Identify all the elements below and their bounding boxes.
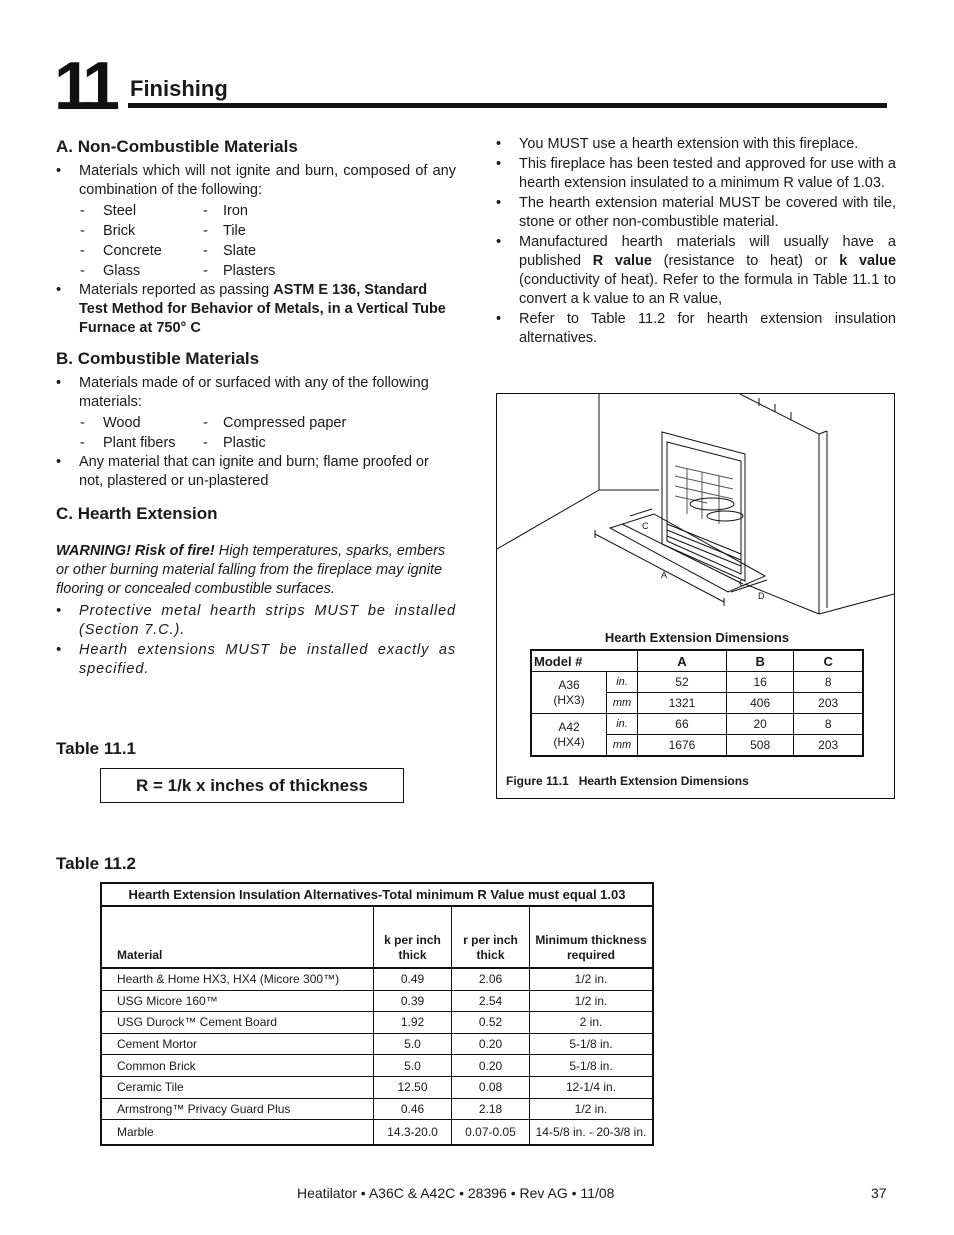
col-k: k per inch thick	[374, 906, 452, 968]
section-a-intro: • Materials which will not ignite and burn, composed of any combination of the following:	[56, 162, 456, 200]
formula-box: R = 1/k x inches of thickness	[100, 768, 404, 803]
insulation-table	[100, 882, 654, 1146]
insulation-table-title: Hearth Extension Insulation Alternatives-Total minimum R Value must equal 1.03	[101, 883, 653, 906]
model-cell: A36 (HX3)	[531, 672, 607, 714]
hearth-install-bullet: • Hearth extensions MUST be installed exactly as specified.	[56, 641, 456, 679]
table-11-2-label: Table 11.2	[56, 854, 137, 873]
model-cell: A42 (HX4)	[531, 714, 607, 757]
col-c: C	[794, 650, 863, 672]
astm-bullet	[56, 281, 456, 338]
table-row: Common Brick 5.0 0.20 5-1/8 in.	[101, 1055, 653, 1077]
col-a: A	[638, 650, 727, 672]
section-a-materials	[56, 201, 456, 281]
table-11-1-label: Table 11.1	[56, 739, 137, 758]
warning-text	[56, 542, 456, 599]
material-item: Wood	[103, 414, 141, 431]
material-row: - Glass - Plasters	[80, 262, 276, 279]
table-row: mm 1676 508 203	[531, 735, 863, 757]
dim-label-d: D	[758, 591, 765, 601]
material-item: Iron	[223, 202, 248, 219]
section-b-intro: • Materials made of or surfaced with any of the following materials:	[56, 374, 456, 412]
dim-label-c: C	[642, 521, 649, 531]
right-bullet: • Manufactured hearth materials will usually have a published R value (resistance to heat) or k value (conductivity of heat). Refer to the formula in Table 11.1 to convert a k value to an R value,	[496, 233, 896, 309]
table-row: A42 (HX4) in. 66 20 8	[531, 714, 863, 735]
table-row: USG Durock™ Cement Board 1.92 0.52 2 in.	[101, 1012, 653, 1034]
col-b: B	[726, 650, 793, 672]
material-row: - Plant fibers - Plastic	[80, 434, 266, 451]
warning-label: WARNING! Risk of fire!	[56, 543, 215, 559]
material-item: Compressed paper	[223, 414, 347, 431]
footer-text: Heatilator • A36C & A42C • 28396 • Rev AG • 11/08	[297, 1185, 615, 1201]
right-bullet: • You MUST use a hearth extension with this fireplace.	[496, 135, 896, 154]
material-item: Tile	[223, 222, 246, 239]
section-b-body	[56, 374, 456, 492]
section-c-bullets	[56, 602, 456, 680]
col-r: r per inch thick	[452, 906, 530, 968]
material-item: Plant fibers	[103, 434, 176, 451]
section-a-heading: A. Non-Combustible Materials	[56, 137, 298, 156]
section-a-body	[56, 162, 456, 339]
hearth-strip-bullet: • Protective metal hearth strips MUST be installed (Section 7.C.).	[56, 602, 456, 640]
astm-standard: ASTM E 136, Standard Test Method for Behavior of Metals, in a Vertical Tube Furnace at 750° C	[79, 282, 446, 336]
table-row: Marble 14.3-20.0 0.07-0.05 14-5/8 in. - 20-3/8 in.	[101, 1120, 653, 1146]
section-b-note: • Any material that can ignite and burn; flame proofed or not, plastered or un-plastered	[56, 453, 456, 491]
table-row: Hearth & Home HX3, HX4 (Micore 300™) 0.49 2.06 1/2 in.	[101, 968, 653, 990]
material-row: - Concrete - Slate	[80, 242, 257, 259]
table-row: A36 (HX3) in. 52 16 8	[531, 672, 863, 693]
material-row: - Brick - Tile	[80, 222, 246, 239]
table-row: Cement Mortor 5.0 0.20 5-1/8 in.	[101, 1033, 653, 1055]
section-b-heading: B. Combustible Materials	[56, 349, 260, 368]
material-item: Glass	[103, 262, 141, 279]
col-model: Model #	[531, 650, 638, 672]
material-row: - Wood - Compressed paper	[80, 414, 347, 431]
right-bullet: • This fireplace has been tested and approved for use with a hearth extension insulated to a minimum R value of 1.03.	[496, 155, 896, 193]
material-row: - Steel - Iron	[80, 202, 248, 219]
dim-label-a: A	[661, 570, 668, 580]
material-item: Brick	[103, 222, 136, 239]
right-bullet: • Refer to Table 11.2 for hearth extension insulation alternatives.	[496, 310, 896, 348]
dim-label-c: C	[739, 578, 746, 588]
table-row: USG Micore 160™ 0.39 2.54 1/2 in.	[101, 990, 653, 1012]
material-item: Plastic	[223, 434, 266, 451]
chapter-rule	[128, 103, 887, 108]
material-item: Slate	[223, 242, 257, 259]
table-row: mm 1321 406 203	[531, 693, 863, 714]
warning-body: High temperatures, sparks, embers or other burning material falling from the fireplace may ignite flooring or concealed combustible surfaces.	[56, 543, 446, 597]
col-material: Material	[101, 906, 374, 968]
table-row: Armstrong™ Privacy Guard Plus 0.46 2.18 1/2 in.	[101, 1098, 653, 1120]
hearth-extension-diagram	[497, 394, 894, 630]
astm-prefix: Materials reported as passing	[79, 282, 274, 298]
material-item: Plasters	[223, 262, 276, 279]
right-bullets	[496, 135, 896, 349]
figure-caption: Figure 11.1 Hearth Extension Dimensions	[506, 774, 749, 788]
page-number: 37	[871, 1185, 887, 1201]
right-bullet: • The hearth extension material MUST be covered with tile, stone or other non-combustible material.	[496, 194, 896, 232]
section-c-heading: C. Hearth Extension	[56, 504, 218, 523]
col-min-thickness: Minimum thickness required	[530, 906, 654, 968]
material-item: Concrete	[103, 242, 162, 259]
table-row: Ceramic Tile 12.50 0.08 12-1/4 in.	[101, 1076, 653, 1098]
dimension-table	[530, 649, 864, 757]
material-item: Steel	[103, 202, 137, 219]
chapter-title: Finishing	[130, 76, 228, 101]
dimension-table-title: Hearth Extension Dimensions	[604, 630, 790, 645]
chapter-number: 11	[54, 48, 114, 124]
